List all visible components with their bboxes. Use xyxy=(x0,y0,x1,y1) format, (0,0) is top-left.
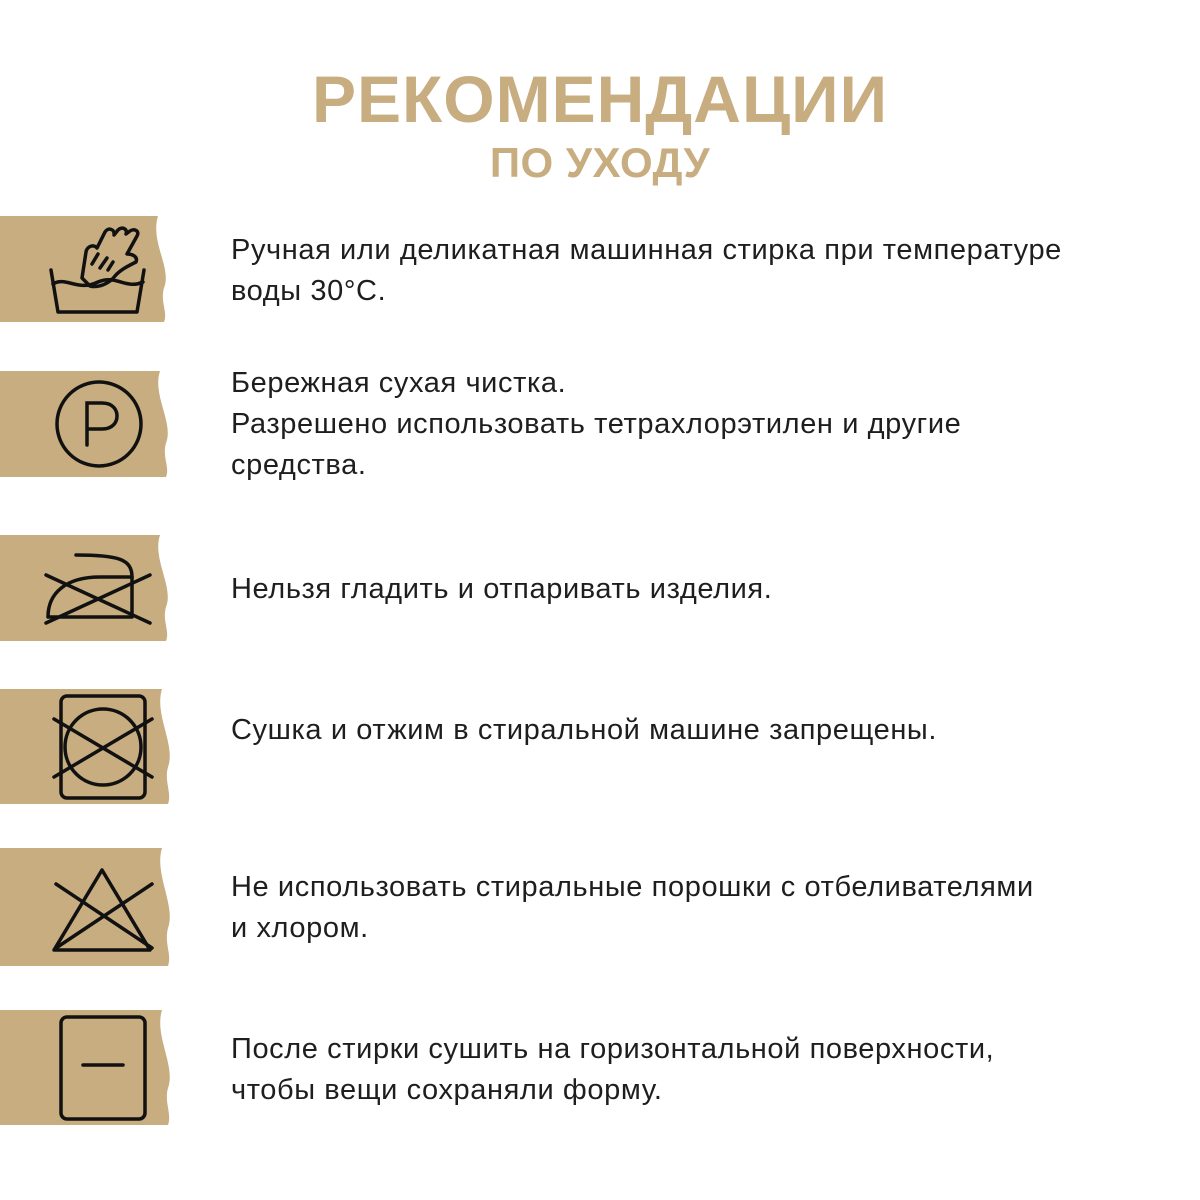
care-text-line: Нельзя гладить и отпаривать изделия. xyxy=(231,573,773,605)
icon-tab xyxy=(0,848,180,966)
page-title: РЕКОМЕНДАЦИИ xyxy=(311,62,889,136)
care-item-do-not-bleach xyxy=(0,848,1200,966)
care-text-line: Разрешено использовать тетрахлорэтилен и другие xyxy=(231,408,962,440)
care-text-line: Не использовать стиральные порошки с отбеливателями xyxy=(231,871,1034,903)
care-description xyxy=(231,363,1171,486)
icon-tab xyxy=(0,689,180,804)
care-text-line: средства. xyxy=(231,449,367,481)
care-text-line: Ручная или деликатная машинная стирка при температуре xyxy=(231,234,1062,266)
icon-tab xyxy=(0,1010,180,1125)
care-item-dry-clean xyxy=(0,367,1200,481)
care-item-do-not-tumble-dry xyxy=(0,689,1200,804)
care-description xyxy=(231,230,1171,312)
care-item-hand-wash xyxy=(0,216,1200,322)
icon-tab xyxy=(0,371,180,477)
care-item-dry-flat xyxy=(0,1010,1200,1125)
care-description xyxy=(231,710,1171,751)
care-description xyxy=(231,569,1171,610)
page-subtitle: ПО УХОДУ xyxy=(489,139,711,186)
care-item-do-not-iron xyxy=(0,535,1200,641)
care-text-line: Бережная сухая чистка. xyxy=(231,367,567,399)
care-text-line: воды 30°C. xyxy=(231,275,387,307)
icon-tab xyxy=(0,216,180,322)
care-description xyxy=(231,867,1171,949)
care-text-line: Сушка и отжим в стиральной машине запрещены. xyxy=(231,714,938,746)
care-description xyxy=(231,1029,1171,1111)
care-text-line: чтобы вещи сохраняли форму. xyxy=(231,1074,663,1106)
care-text-line: и хлором. xyxy=(231,912,369,944)
icon-tab xyxy=(0,535,180,641)
care-text-line: После стирки сушить на горизонтальной поверхности, xyxy=(231,1033,995,1065)
